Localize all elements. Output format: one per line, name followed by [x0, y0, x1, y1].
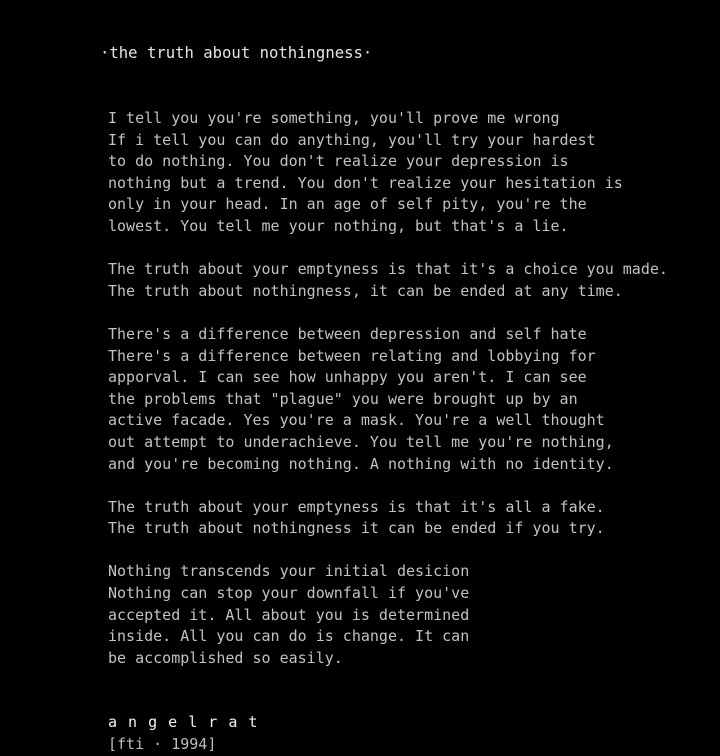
stanza-3 [108, 324, 668, 475]
poem-body [108, 108, 668, 691]
poem-line: nothing but a trend. You don't realize your hesitation is [108, 173, 623, 192]
credit-line: [fti · 1994] [108, 734, 217, 753]
poem-line: out attempt to underachieve. You tell me you're nothing, [108, 432, 614, 451]
poem-line: I tell you you're something, you'll prove me wrong [108, 109, 560, 127]
poem-line: The truth about nothingness it can be ended if you try. [108, 519, 605, 538]
stanza-1 [108, 108, 668, 238]
stanza-4 [108, 497, 668, 540]
poem-line: active facade. Yes you're a mask. You're a well thought [108, 411, 605, 430]
poem-line: The truth about nothingness, it can be ended at any time. [108, 281, 623, 300]
poem-line: inside. All you can do is change. It can [108, 627, 470, 646]
author-name: a n g e l r a t [108, 713, 259, 731]
poem-line: be accomplished so easily. [108, 648, 343, 667]
poem-line: and you're becoming nothing. A nothing with no identity. [108, 454, 614, 473]
poem-line: only in your head. In an age of self pity, you're the [108, 195, 587, 214]
poem-line: Nothing can stop your downfall if you've [108, 584, 470, 603]
poem-line: If i tell you can do anything, you'll try your hardest [108, 130, 596, 149]
poem-line: apporval. I can see how unhappy you aren't. I can see [108, 368, 587, 387]
signature-block [108, 712, 258, 755]
poem-line: There's a difference between relating and lobbying for [108, 346, 596, 365]
poem-line: The truth about your emptyness is that it's all a fake. [108, 497, 605, 516]
poem-line: the problems that "plague" you were brought up by an [108, 389, 578, 408]
poem-line: The truth about your emptyness is that it's a choice you made. [108, 260, 668, 279]
page-title: ·the truth about nothingness· [100, 44, 373, 62]
poem-line: accepted it. All about you is determined [108, 605, 470, 624]
stanza-5 [108, 561, 668, 669]
poem-line: Nothing transcends your initial desicion [108, 562, 470, 581]
stanza-2 [108, 259, 668, 302]
poem-line: There's a difference between depression and self hate [108, 324, 587, 343]
poem-line: to do nothing. You don't realize your depression is [108, 152, 569, 171]
poem-line: lowest. You tell me your nothing, but that's a lie. [108, 216, 569, 235]
